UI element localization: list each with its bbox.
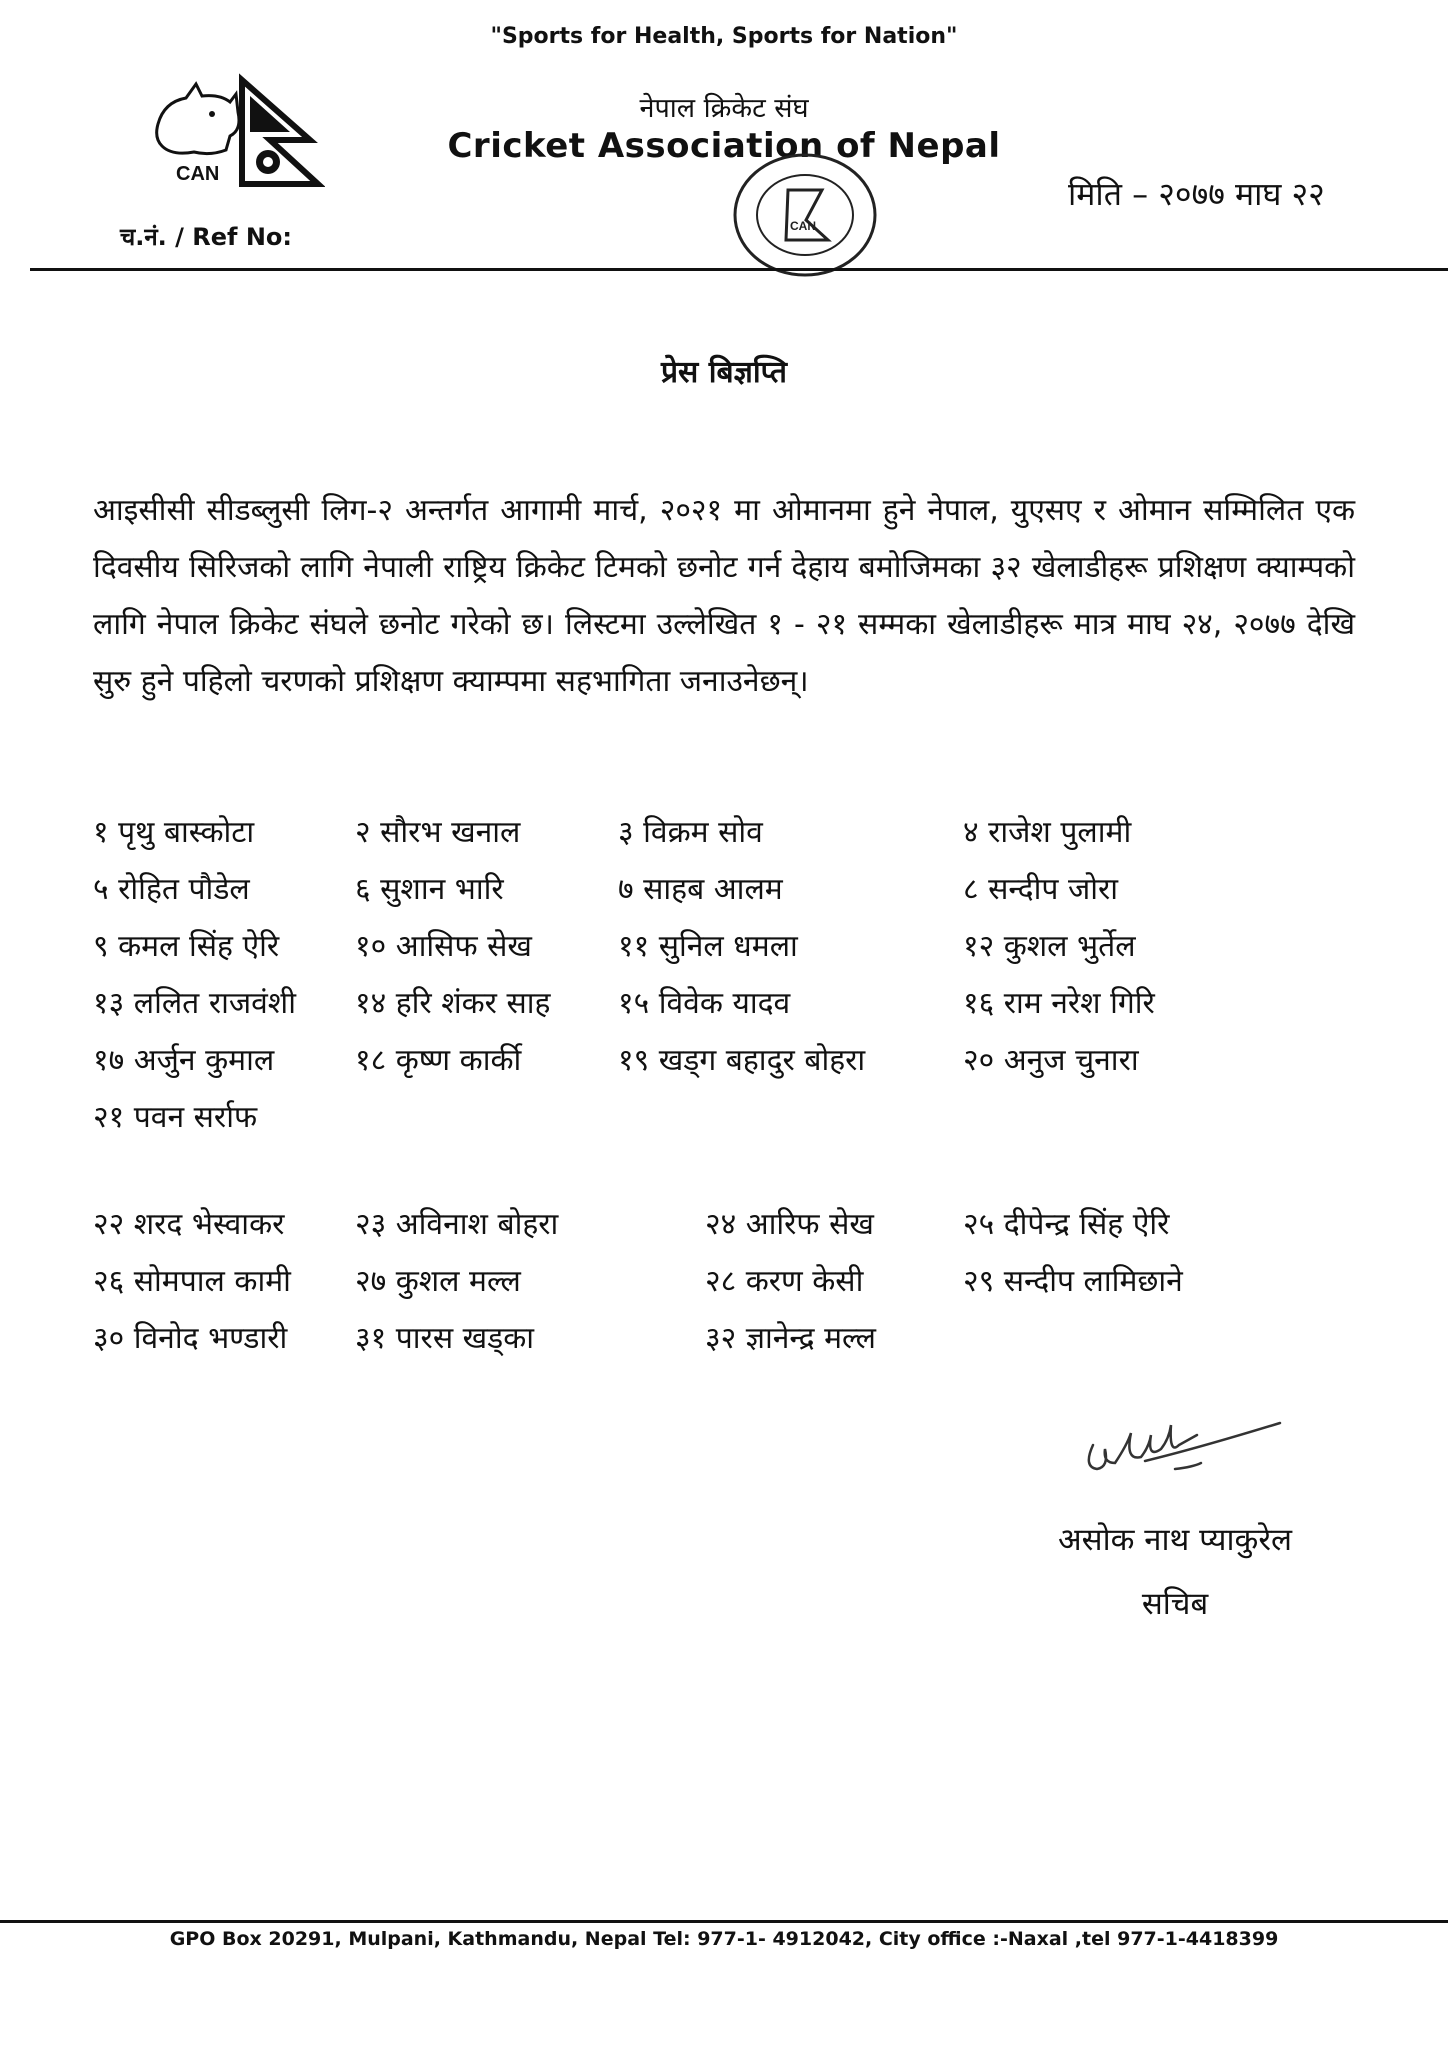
- player-entry: ५ रोहित पौडेल: [93, 872, 250, 907]
- player-entry: २७ कुशल मल्ल: [355, 1264, 521, 1299]
- stamp-icon: [730, 150, 880, 280]
- player-row: [93, 867, 1353, 911]
- player-entry: १ पृथु बास्कोटा: [93, 815, 255, 850]
- player-entry: २० अनुज चुनारा: [963, 1043, 1139, 1078]
- player-entry: ८ सन्दीप जोरा: [963, 872, 1119, 907]
- player-row: [93, 924, 1353, 968]
- player-entry: १७ अर्जुन कुमाल: [93, 1043, 275, 1078]
- player-entry: १९ खड्ग बहादुर बोहरा: [618, 1043, 866, 1078]
- svg-text:CAN: CAN: [176, 163, 220, 185]
- player-entry: १४ हरि शंकर साह: [355, 986, 551, 1021]
- ref-number-label: च.नं. / Ref No:: [120, 223, 292, 251]
- document-date: मिति – २०७७ माघ २२: [1068, 175, 1325, 213]
- player-entry: २९ सन्दीप लामिछाने: [963, 1264, 1183, 1299]
- player-entry: ४ राजेश पुलामी: [963, 815, 1132, 850]
- org-name-english: Cricket Association of Nepal: [447, 126, 1001, 166]
- press-release-body: आइसीसी सीडब्लुसी लिग-२ अन्तर्गत आगामी मार्च, २०२१ मा ओमानमा हुने नेपाल, युएसए र ओमान सम्मिलित एक दिवसीय सिरिजको लागि नेपाली राष्ट्रिय क्रिकेट टिमको छनोट गर्न देहाय बमोजिमका ३२ खेलाडीहरू प्रशिक्षण क्याम्पको लागि नेपाल क्रिकेट संघले छनोट गरेको छ। लिस्टमा उल्लेखित १ - २१ सम्मका खेलाडीहरू मात्र माघ २४, २०७७ देखि सुरु हुने पहिलो चरणको प्रशिक्षण क्याम्पमा सहभागिता जनाउनेछन्।: [93, 493, 1355, 699]
- player-entry: २८ करण केसी: [705, 1264, 864, 1299]
- can-logo: [150, 72, 325, 196]
- player-entry: २२ शरद भेस्वाकर: [93, 1207, 285, 1242]
- org-name-nepali: नेपाल क्रिकेट संघ: [639, 93, 809, 124]
- player-entry: १५ विवेक यादव: [618, 986, 791, 1021]
- player-entry: १३ ललित राजवंशी: [93, 986, 296, 1021]
- player-row: [93, 1095, 1353, 1139]
- signatory-name: असोक नाथ प्याकुरेल: [1057, 1522, 1293, 1558]
- header-divider: [30, 268, 1448, 271]
- player-entry: १० आसिफ सेख: [355, 929, 532, 964]
- player-entry: २१ पवन सर्राफ: [93, 1100, 258, 1135]
- player-entry: १८ कृष्ण कार्की: [355, 1043, 522, 1078]
- player-entry: १६ राम नरेश गिरि: [963, 986, 1155, 1021]
- player-row: [93, 1316, 1353, 1360]
- tagline: "Sports for Health, Sports for Nation": [490, 24, 958, 49]
- handwritten-signature: [1075, 1405, 1295, 1489]
- player-entry: ३१ पारस खड्का: [355, 1321, 535, 1356]
- official-stamp: [730, 150, 880, 284]
- player-row: [93, 810, 1353, 854]
- player-row: [93, 1038, 1353, 1082]
- player-row: [93, 981, 1353, 1025]
- rhino-flag-icon: [150, 72, 325, 192]
- player-entry: ३२ ज्ञानेन्द्र मल्ल: [705, 1321, 876, 1356]
- svg-text:CAN: CAN: [790, 219, 816, 233]
- player-entry: ७ साहब आलम: [618, 872, 783, 907]
- footer-address: GPO Box 20291, Mulpani, Kathmandu, Nepal Tel: 977-1- 4912042, City office :-Naxal ,tel 977-1-4418399: [169, 1928, 1279, 1950]
- player-entry: १२ कुशल भुर्तेल: [963, 929, 1136, 964]
- player-row: [93, 1259, 1353, 1303]
- player-entry: २३ अविनाश बोहरा: [355, 1207, 559, 1242]
- player-entry: २ सौरभ खनाल: [355, 815, 521, 850]
- player-row: [93, 1202, 1353, 1246]
- player-entry: ११ सुनिल धमला: [618, 929, 798, 964]
- player-entry: ९ कमल सिंह ऐरि: [93, 929, 280, 964]
- player-entry: २५ दीपेन्द्र सिंह ऐरि: [963, 1207, 1170, 1242]
- signature-icon: [1075, 1405, 1295, 1485]
- player-entry: ३ विक्रम सोव: [618, 815, 763, 850]
- player-entry: २६ सोमपाल कामी: [93, 1264, 291, 1299]
- player-entry: ३० विनोद भण्डारी: [93, 1321, 288, 1356]
- footer-divider: [0, 1920, 1448, 1923]
- player-entry: ६ सुशान भारि: [355, 872, 504, 907]
- player-entry: २४ आरिफ सेख: [705, 1207, 874, 1242]
- signatory-title: सचिब: [1141, 1586, 1209, 1622]
- press-release-title: प्रेस बिज्ञप्ति: [660, 355, 788, 390]
